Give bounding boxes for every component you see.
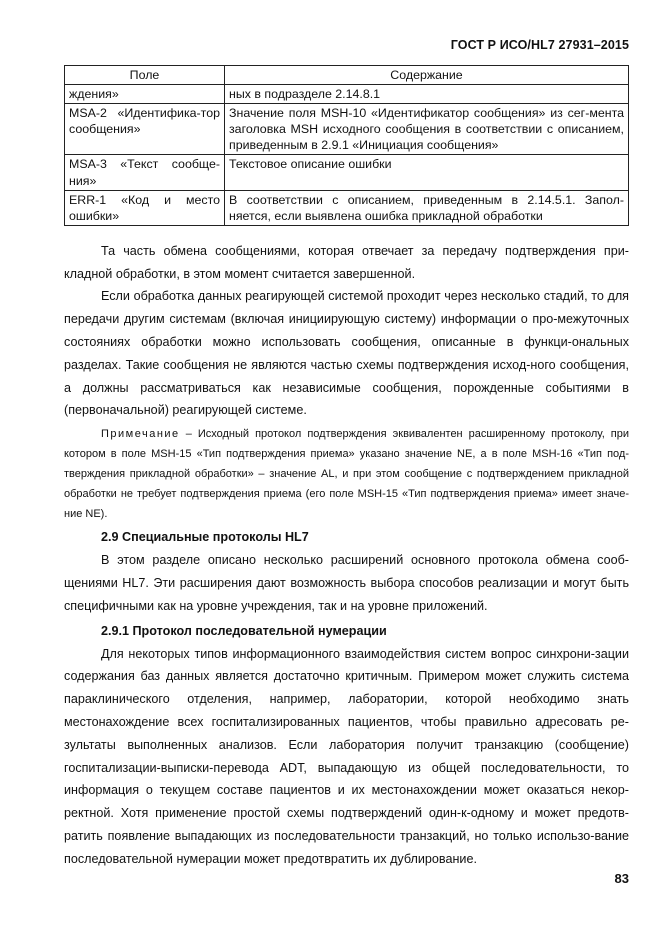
paragraph-intermediate-states: Если обработка данных реагирующей системой проходит через несколько стадий, то для передачи другим системам (включая инициирующую систему) информации о про-межуточных состояниях обработки можно использовать сообщения, описанные в функци-ональных разделах. Такие сообщения не являются частью схемы подтверждения исход-ного сообщения, а должны рассматриваться как независимые сообщения, порожденные событиями в (первоначальной) реагирующей системе. [64,289,629,418]
section-heading-special-protocols: 2.9 Специальные протоколы HL7 [101,530,309,545]
table-header-row [65,65,629,84]
paragraph-ack-completion: Та часть обмена сообщениями, которая отвечает за передачу подтверждения при-кладной обработки, в этом момент считается завершенной. [64,243,629,281]
field-cell: ERR-1 «Код и место ошибки» [65,190,225,225]
document-page [64,36,629,871]
field-content-table [64,65,629,226]
content-cell: В соответствии с описанием, приведенным в 2.14.5.1. Запол-няется, если выявлена ошибка прикладной обработки [225,190,629,225]
page-number: 83 [614,871,629,886]
field-cell: ждения» [65,84,225,103]
field-cell: MSA-3 «Текст сообще-ния» [65,155,225,190]
table-row [65,84,629,103]
column-header-content: Содержание [225,65,629,84]
note-label: Примечание [101,428,180,441]
note-text: – Исходный протокол подтверждения эквивалентен расширенному протоколу, при котором в поле MSH-15 «Тип подтверждения приема» указано значение NE, а в поле MSH-16 «Тип под-тверждения прикладной обработки» – значение AL, и при этом сообщение с подтверждением прикладной обработки не требует подтверждения приема (его поле MSH-15 «Тип подтверждения приема» имеет значе-ние NE). [64,428,629,521]
content-cell: Значение поля MSH-10 «Идентификатор сообщения» из сег-мента заголовка MSH исходного сообщения в соответствии с описанием, приведенным в 2.9.1 «Инициация сообщения» [225,104,629,155]
content-cell: ных в подразделе 2.14.8.1 [225,84,629,103]
table-row [65,155,629,190]
column-header-field: Поле [65,65,225,84]
section-heading-sequence-numbering: 2.9.1 Протокол последовательной нумерации [101,623,387,638]
content-cell: Текстовое описание ошибки [225,155,629,190]
standard-header: ГОСТ Р ИСО/HL7 27931–2015 [450,38,629,52]
paragraph-extensions: В этом разделе описано несколько расширений основного протокола обмена сооб-щениями HL7. Эти расширения дают возможность выбора способов реализации и могут быть специфичными как на уровне учреждения, так и на уровне приложений. [64,553,629,613]
table-row [65,190,629,225]
paragraph-sequence-numbering: Для некоторых типов информационного взаимодействия систем вопрос синхрони-зации содержания баз данных является достаточно критичным. Примером может служить система параклинического отделения, например, лаборатории, которой необходимо знать местонахождение всех госпитализированных пациентов, чтобы правильно адресовать ре-зультаты выполненных анализов. Если лаборатория получит транзакцию (сообщение) госпитализации-выписки-перевода ADT, выпадающую из общей последовательности, то информация о текущем составе пациентов и их местонахождении может оказаться некор-ректной. Хотя применение простой схемы подтверждений один-к-одному и может предотв-ратить появление выпадающих из последовательности транзакций, но только использо-вание последовательной нумерации может предотвратить их дублирование. [64,646,629,866]
note [64,424,629,524]
table-row [65,104,629,155]
field-cell: MSA-2 «Идентифика-тор сообщения» [65,104,225,155]
